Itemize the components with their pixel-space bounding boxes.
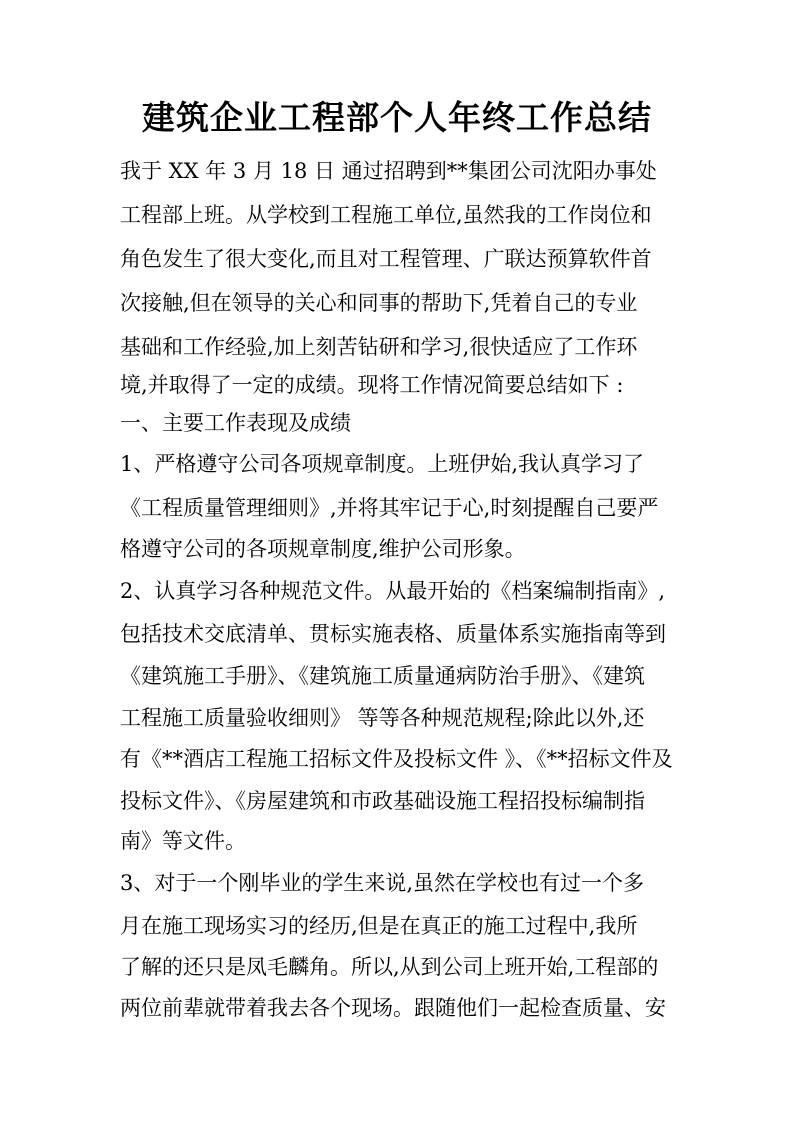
body-line: 有《**酒店工程施工招标文件及投标文件 》、《**招标文件及 — [120, 747, 673, 771]
body-line: 包括技术交底清单、贯标实施表格、质量体系实施指南等到 — [120, 622, 666, 646]
body-line: 《工程质量管理细则》,并将其牢记于心,时刻提醒自己要严 — [120, 496, 659, 520]
body-line: 《建筑施工手册》、《建筑施工质量通病防治手册》、《建筑 — [120, 664, 645, 688]
body-line: 了解的还只是凤毛麟角。所以,从到公司上班开始,工程部的 — [120, 955, 659, 979]
body-line: 格遵守公司的各项规章制度,维护公司形象。 — [120, 537, 526, 561]
body-line: 2、认真学习各种规范文件。从最开始的《档案编制指南》, — [120, 579, 666, 603]
body-line: 工程部上班。从学校到工程施工单位,虽然我的工作岗位和 — [120, 203, 652, 227]
body-line: 3、对于一个刚毕业的学生来说,虽然在学校也有过一个多 — [120, 871, 645, 895]
body-line: 投标文件》、《房屋建筑和市政基础设施工程招投标编制指 — [120, 789, 645, 813]
section-heading: 一、主要工作表现及成绩 — [120, 411, 351, 435]
body-line: 月在施工现场实习的经历,但是在真正的施工过程中,我所 — [120, 914, 638, 938]
body-line: 工程施工质量验收细则》 等等各种规范规程;除此以外,还 — [120, 706, 645, 730]
body-line: 基础和工作经验,加上刻苦钻研和学习,很快适应了工作环 — [120, 335, 638, 359]
body-line: 我于 XX 年 3 月 18 日 通过招聘到**集团公司沈阳办事处 — [120, 159, 657, 183]
body-line: 两位前辈就带着我去各个现场。跟随他们一起检查质量、安 — [120, 996, 666, 1020]
body-line: 南》等文件。 — [120, 829, 246, 853]
body-line: 1、严格遵守公司各项规章制度。上班伊始,我认真学习了 — [120, 452, 645, 476]
document-title: 建筑企业工程部个人年终工作总结 — [142, 98, 652, 137]
body-line: 次接触,但在领导的关心和同事的帮助下,凭着自己的专业 — [120, 291, 638, 315]
body-line: 角色发生了很大变化,而且对工程管理、广联达预算软件首 — [120, 247, 652, 271]
body-line: 境,并取得了一定的成绩。现将工作情况简要总结如下 : — [120, 373, 624, 397]
